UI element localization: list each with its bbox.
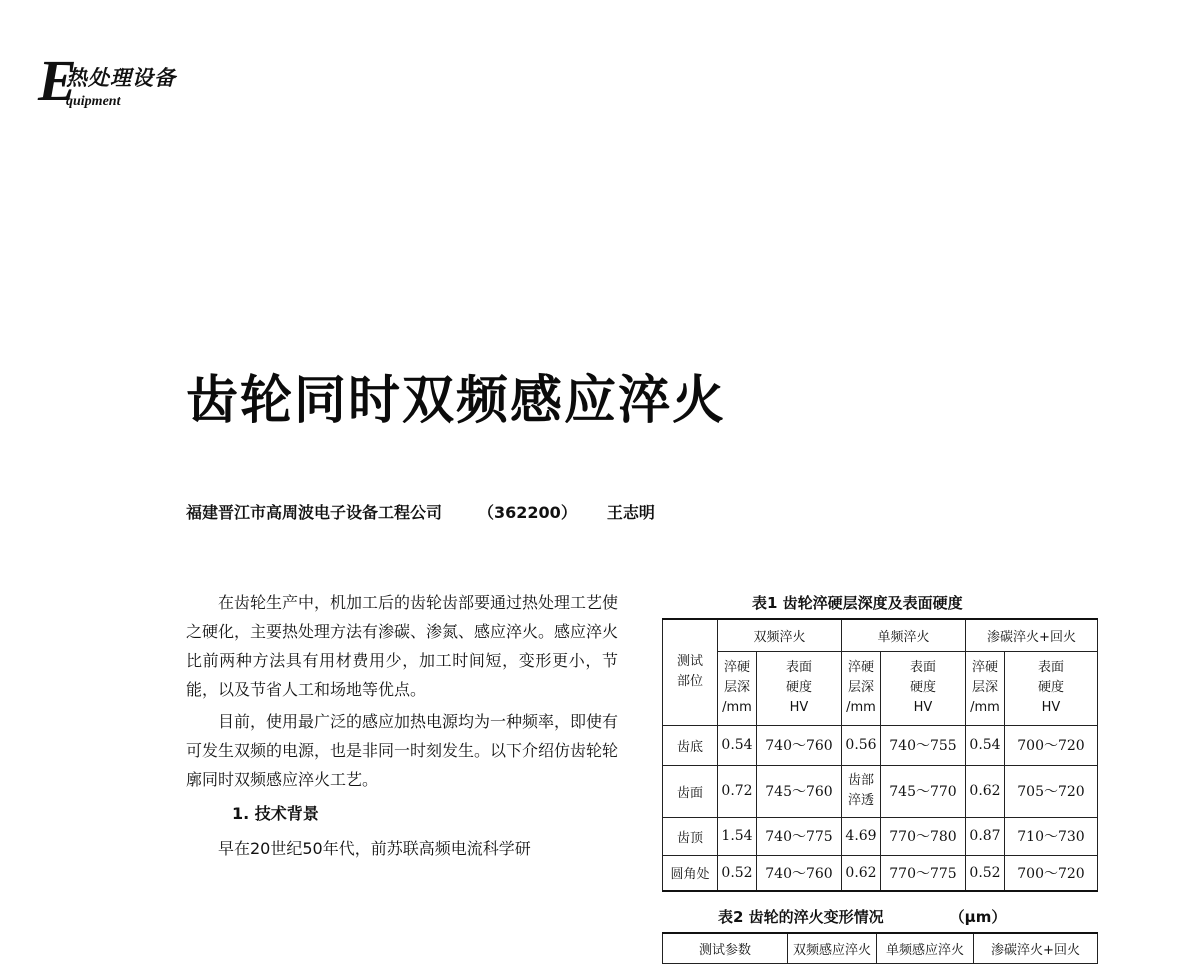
paragraph: 在齿轮生产中，机加工后的齿轮齿部要通过热处理工艺使之硬化，主要热处理方法有渗碳、渗氮、感应淬火。感应淬火比前两种方法具有用材费用少，加工时间短，变形更小，节能，以及节省人工和场地等优点。	[186, 593, 619, 699]
table1-cell: 770～775	[881, 855, 966, 891]
table1	[662, 618, 1098, 892]
table1-cell: 745～760	[757, 765, 842, 817]
table1-subheader: 淬硬 层深 /mm	[718, 651, 757, 725]
table1-subheader: 表面 硬度 HV	[881, 651, 966, 725]
postcode: （362200）	[478, 503, 577, 522]
affiliation-line	[186, 500, 655, 523]
table1-cell: 齿部 淬透	[842, 765, 881, 817]
table1-cell: 0.54	[718, 725, 757, 765]
table-row	[663, 855, 1098, 891]
table1-caption: 表1 齿轮淬硬层深度及表面硬度	[752, 594, 963, 612]
table1-subheader: 淬硬 层深 /mm	[966, 651, 1005, 725]
paragraph: 早在20世纪50年代，前苏联高频电流科学研	[218, 839, 531, 858]
table2-header: 单频感应淬火	[877, 933, 974, 963]
table2-title: 表2 齿轮的淬火变形情况	[718, 908, 884, 926]
table1-cell: 1.54	[718, 817, 757, 855]
table1-cell: 700～720	[1005, 855, 1098, 891]
table1-cell: 700～720	[1005, 725, 1098, 765]
table1-group-header: 渗碳淬火+回火	[966, 619, 1098, 651]
author: 王志明	[606, 503, 655, 522]
table1-subheader: 淬硬 层深 /mm	[842, 651, 881, 725]
section-title-cn: 热处理设备	[66, 66, 176, 90]
section-title-en: quipment	[66, 94, 121, 109]
table1-cell: 740～775	[757, 817, 842, 855]
table2-unit: （μm）	[949, 908, 1007, 926]
table2-header: 测试参数	[663, 933, 788, 963]
table-row	[663, 817, 1098, 855]
table2-caption	[718, 906, 1006, 927]
table1-cell: 705～720	[1005, 765, 1098, 817]
table2-header: 渗碳淬火+回火	[974, 933, 1098, 963]
table1-cell: 740～760	[757, 855, 842, 891]
table1-cell: 0.87	[966, 817, 1005, 855]
table1-cell: 0.56	[842, 725, 881, 765]
table2	[662, 932, 1098, 964]
table1-cell: 0.72	[718, 765, 757, 817]
table1-cell: 0.62	[966, 765, 1005, 817]
body-text-column	[186, 588, 618, 863]
affiliation: 福建晋江市高周波电子设备工程公司	[186, 503, 443, 522]
table1-row-label: 齿顶	[663, 817, 718, 855]
table1-group-header: 双频淬火	[718, 619, 842, 651]
table1-row-label: 齿面	[663, 765, 718, 817]
table1-cell: 770～780	[881, 817, 966, 855]
table2-header: 双频感应淬火	[788, 933, 877, 963]
table1-row-label: 圆角处	[663, 855, 718, 891]
table-row	[663, 765, 1098, 817]
table1-cell: 0.62	[842, 855, 881, 891]
table1-cell: 4.69	[842, 817, 881, 855]
article-title: 齿轮同时双频感应淬火	[186, 371, 727, 431]
table1-cell: 745～770	[881, 765, 966, 817]
journal-section-logo	[38, 48, 238, 118]
table1-subheader: 表面 硬度 HV	[757, 651, 842, 725]
table1-corner: 测试 部位	[663, 619, 718, 725]
table-row	[663, 725, 1098, 765]
table1-cell: 0.54	[966, 725, 1005, 765]
table1-group-header: 单频淬火	[842, 619, 966, 651]
paragraph: 目前，使用最广泛的感应加热电源均为一种频率，即使有可发生双频的电源，也是非同一时刻发生。以下介绍仿齿轮轮廓同时双频感应淬火工艺。	[186, 712, 619, 789]
table1-cell: 710～730	[1005, 817, 1098, 855]
table1-cell: 0.52	[966, 855, 1005, 891]
table1-subheader: 表面 硬度 HV	[1005, 651, 1098, 725]
table1-cell: 0.52	[718, 855, 757, 891]
table1-row-label: 齿底	[663, 725, 718, 765]
table1-cell: 740～755	[881, 725, 966, 765]
section-heading: 1. 技术背景	[232, 804, 319, 823]
logo-letter: E	[38, 48, 77, 113]
table1-cell: 740～760	[757, 725, 842, 765]
